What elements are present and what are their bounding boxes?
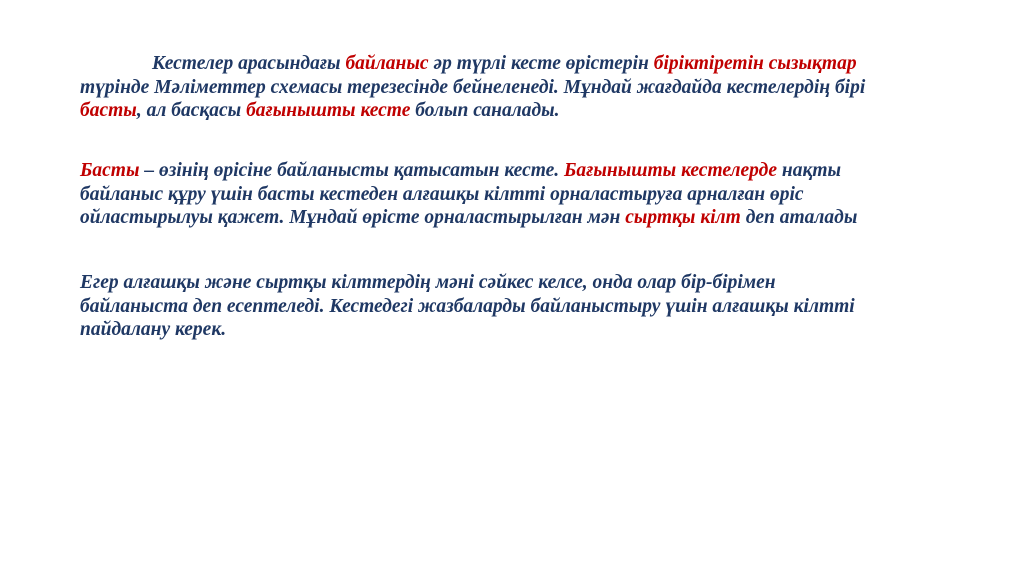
text-segment: болып саналады.: [410, 100, 560, 121]
text-line: [80, 206, 857, 230]
text-segment: әр түрлі кесте өрістерін: [428, 53, 654, 74]
paragraph-relationships: [80, 52, 865, 123]
paragraph-primary-table: [80, 159, 857, 230]
text-line: [80, 318, 855, 342]
text-segment: түрінде Мәліметтер схемасы терезесінде бейнеленеді. Мұндай жағдайда кестелердің бірі: [80, 76, 866, 98]
text-line: [80, 271, 855, 295]
highlighted-term: бағынышты кесте: [246, 100, 411, 121]
text-segment: пайдалану керек.: [80, 319, 227, 340]
text-line: [80, 295, 855, 319]
highlighted-term: басты: [80, 100, 137, 121]
highlighted-term: сыртқы кілт: [625, 207, 741, 228]
text-line: [80, 183, 857, 207]
highlighted-term: Бағынышты кестелерде: [564, 160, 778, 181]
text-line: [80, 99, 865, 123]
text-segment: нақты: [777, 160, 842, 181]
text-segment: Егер алғашқы және сыртқы кілттердің мәні сәйкес келсе, онда олар бір-бірімен: [80, 272, 776, 293]
text-segment: – өзінің өрісіне байланысты қатысатын кесте.: [139, 160, 565, 181]
paragraph-foreign-key: [80, 271, 855, 342]
text-segment: байланыста деп есептеледі. Кестедегі жазбаларды байланыстыру үшін алғашқы кілтті: [80, 295, 855, 317]
highlighted-term: Басты: [80, 160, 140, 181]
text-line: [80, 76, 865, 100]
text-segment: деп аталады: [740, 207, 858, 228]
text-segment: Кестелер арасындағы: [152, 53, 346, 74]
highlighted-term: біріктіретін сызықтар: [653, 53, 857, 74]
text-line: [80, 159, 857, 183]
highlighted-term: байланыс: [345, 53, 429, 74]
text-segment: байланыс құру үшін басты кестеден алғашқы кілтті орналастыруға арналған өріс: [80, 183, 804, 205]
text-segment: , ал басқасы: [136, 100, 247, 121]
text-line: [80, 52, 865, 76]
text-segment: ойластырылуы қажет. Мұндай өрісте орналастырылған мән: [80, 207, 626, 228]
